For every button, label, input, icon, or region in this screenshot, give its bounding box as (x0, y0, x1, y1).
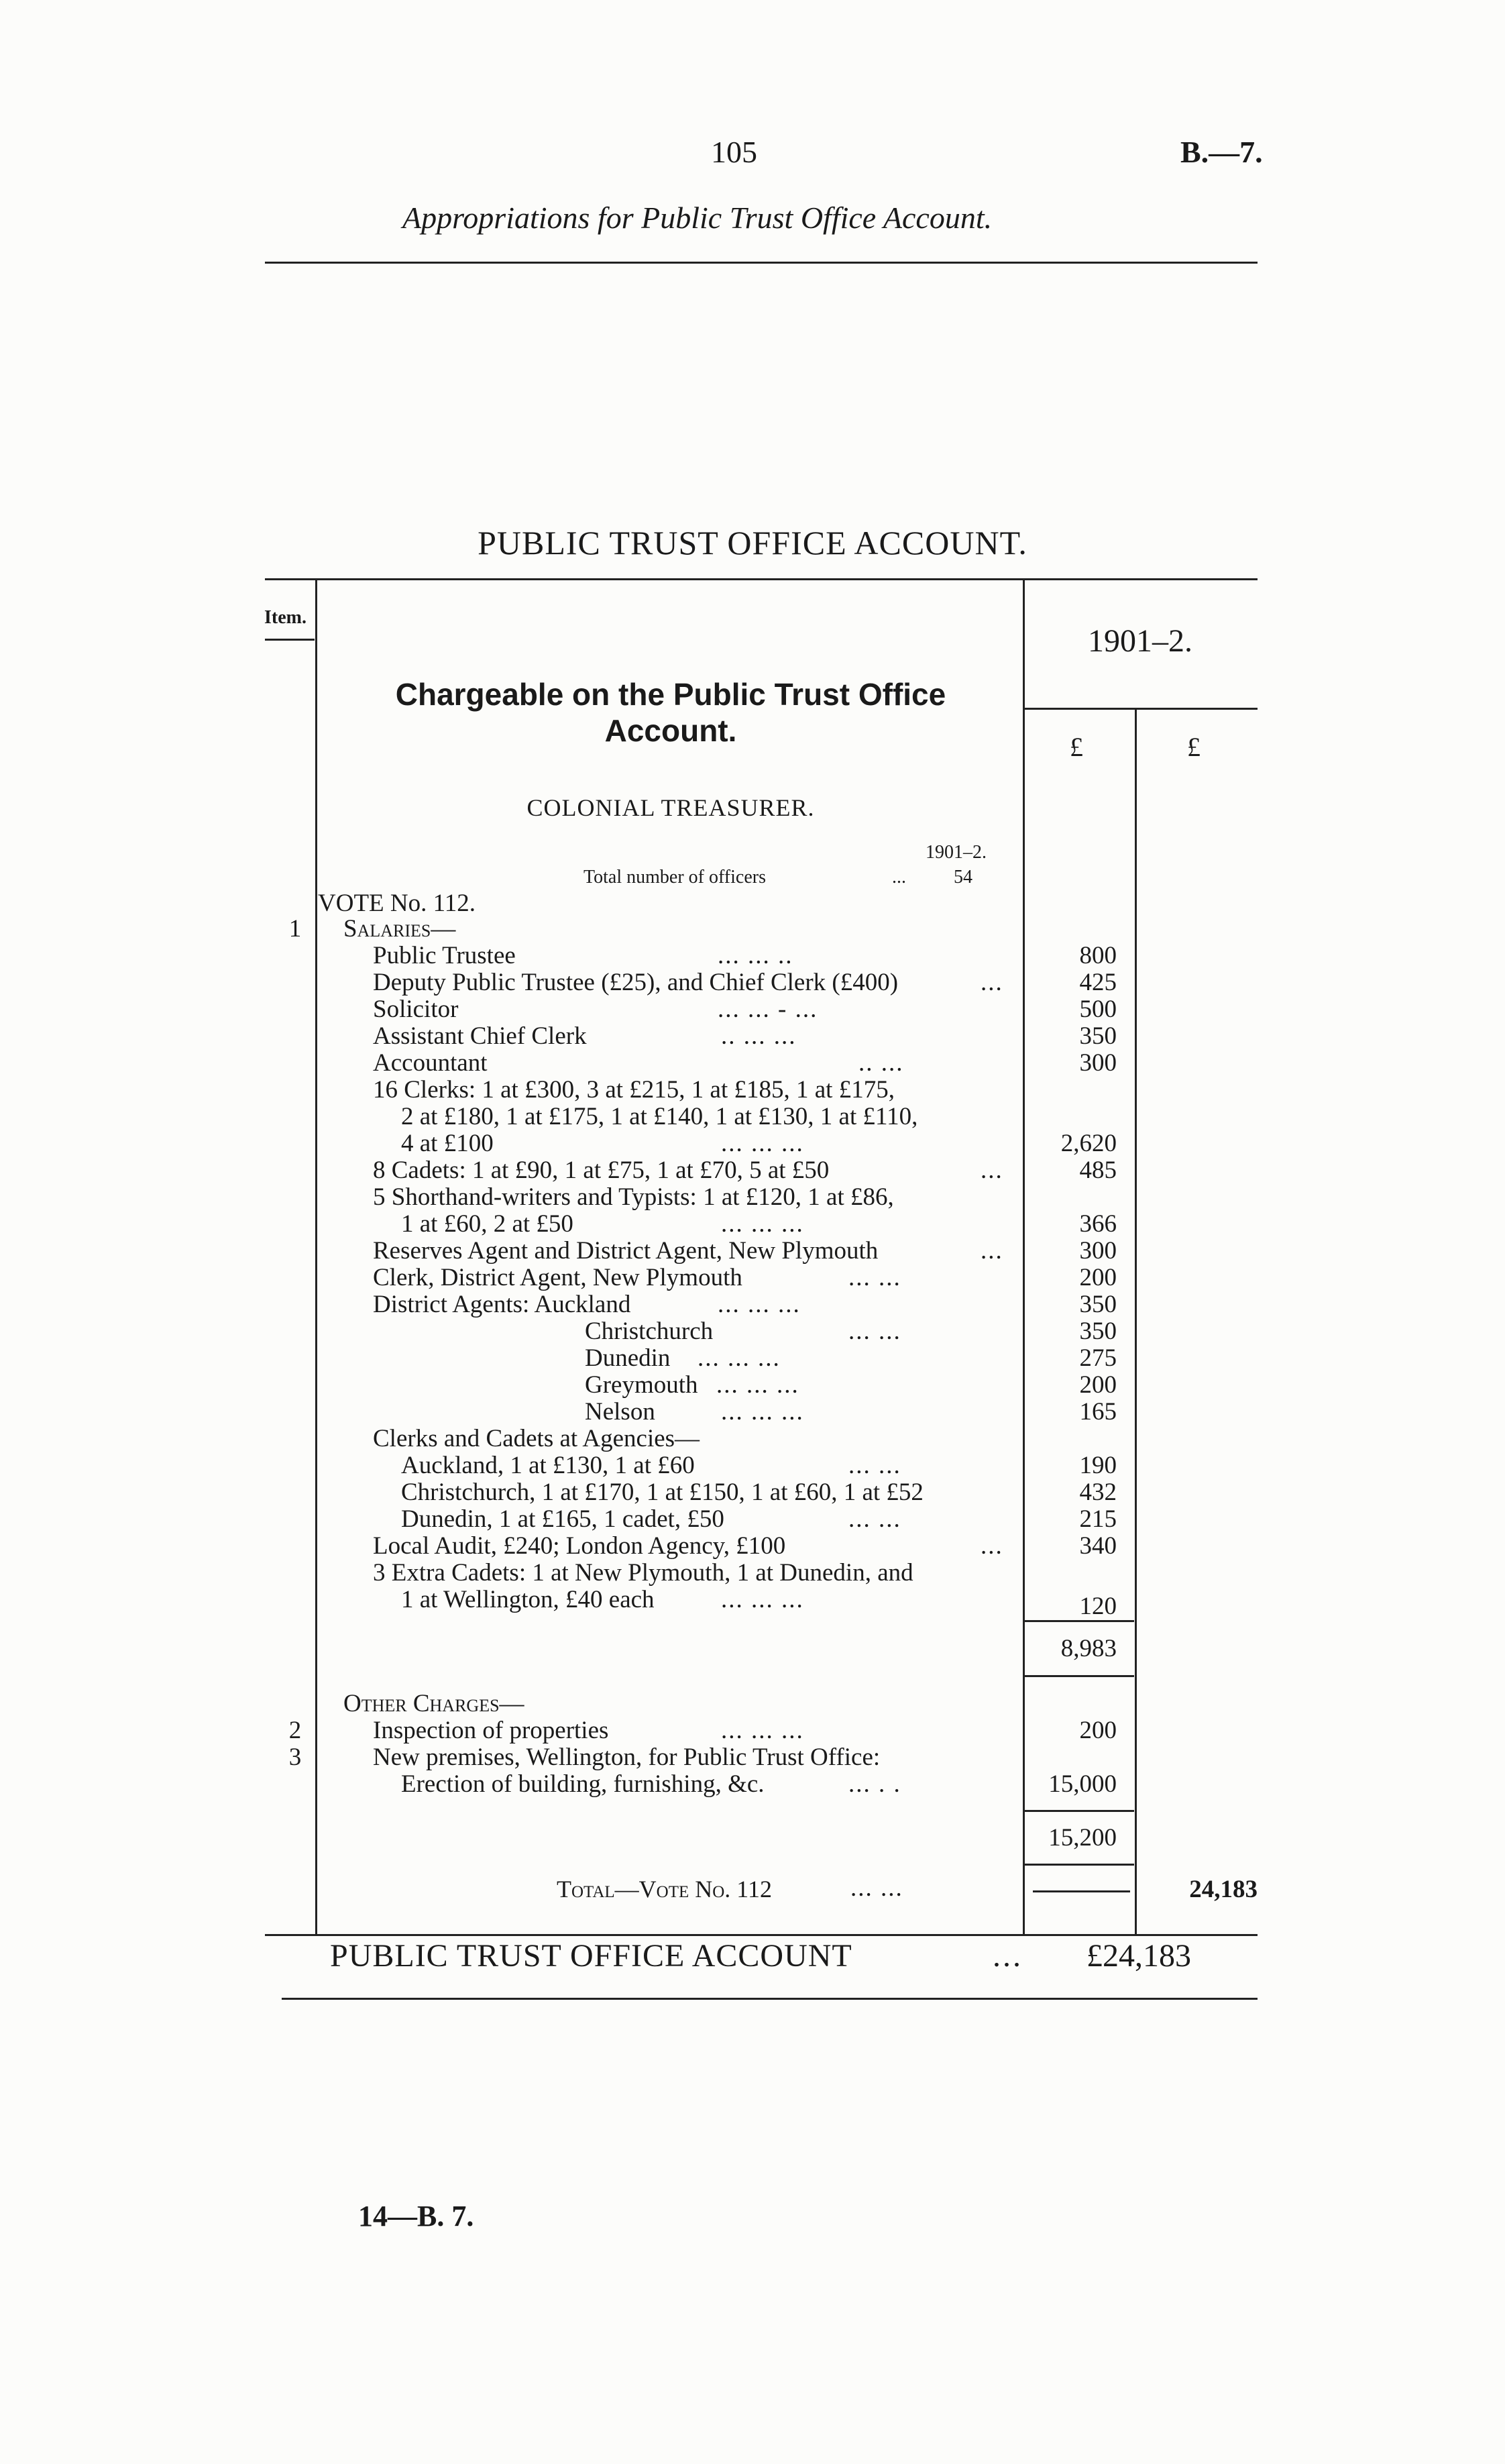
salary-row-label: Deputy Public Trustee (£25), and Chief Clerk (£400) (373, 969, 899, 996)
leader-dots: ... ... - ... (718, 996, 818, 1023)
salaries-subtotal-bottom-rule (1025, 1675, 1134, 1677)
salary-row-label: Assistant Chief Clerk (373, 1022, 587, 1050)
leader-dots: ... ... (848, 1318, 901, 1345)
department-heading: COLONIAL TREASURER. (526, 794, 815, 821)
amount-column-divider (1023, 580, 1025, 1934)
salary-row-label: 3 Extra Cadets: 1 at New Plymouth, 1 at Dunedin, and (373, 1559, 913, 1587)
item-column-header: Item. (264, 607, 306, 628)
leader-dots: ... ... ... (721, 1717, 804, 1744)
paper-reference: B.—7. (1180, 135, 1263, 169)
item-number: 3 (288, 1744, 302, 1771)
officers-count: 54 (954, 867, 972, 888)
salary-row-label: Solicitor (373, 996, 459, 1023)
summary-label: PUBLIC TRUST OFFICE ACCOUNT (330, 1938, 852, 1974)
chargeable-heading: Chargeable on the Public Trust Office Account. (395, 677, 946, 748)
year-header-rule (1025, 708, 1258, 710)
salary-row-amount: 350 (1079, 1291, 1117, 1318)
officers-label: Total number of officers (583, 867, 766, 888)
salary-row-amount: 300 (1079, 1237, 1117, 1265)
leader-dots: ... ... ... (721, 1130, 804, 1157)
item-column-divider (315, 580, 317, 1934)
salary-row-label: District Agents: Auckland (373, 1291, 631, 1318)
salary-row-amount: 800 (1079, 942, 1117, 969)
other-charge-amount: 200 (1079, 1717, 1117, 1744)
leader-dots: ... (981, 969, 1003, 996)
other-charge-label: Inspection of properties (373, 1717, 609, 1744)
leader-dots: ... . . (848, 1770, 901, 1798)
salary-row-amount: 200 (1079, 1264, 1117, 1291)
salary-row-label: Auckland, 1 at £130, 1 at £60 (401, 1452, 695, 1479)
salary-row-amount: 300 (1079, 1049, 1117, 1077)
salary-row-amount: 200 (1079, 1371, 1117, 1399)
leader-dots: ... ... ... (721, 1210, 804, 1238)
leader-dots: ... ... ... (716, 1371, 799, 1399)
vote-number: VOTE No. 112. (318, 890, 476, 917)
salary-row-label: Clerk, District Agent, New Plymouth (373, 1264, 742, 1291)
salary-row-amount: 500 (1079, 996, 1117, 1023)
salary-row-amount: 2,620 (1060, 1130, 1117, 1157)
salary-row-label: Nelson (585, 1398, 655, 1426)
leader-dots: ... (981, 1237, 1003, 1265)
other-charge-label: New premises, Wellington, for Public Trust Office: (373, 1744, 881, 1771)
salary-row-amount: 432 (1079, 1479, 1117, 1506)
item-header-rule (265, 639, 315, 641)
item-number: 1 (288, 915, 302, 943)
salary-row-amount: 165 (1079, 1398, 1117, 1426)
pound-symbol-items: £ (1070, 732, 1083, 762)
other-charge-amount: 15,000 (1048, 1770, 1117, 1798)
leader-dots: ... ... (848, 1264, 901, 1291)
salary-row-label: 16 Clerks: 1 at £300, 3 at £215, 1 at £185, 1 at £175, (373, 1076, 895, 1104)
total-label: Total—Vote No. 112 (557, 1876, 772, 1903)
summary-amount: £24,183 (1086, 1938, 1191, 1974)
leader-dots: ... ... ... (718, 1291, 801, 1318)
item-number: 2 (288, 1717, 302, 1744)
leader-dots: ... ... ... (721, 1398, 804, 1426)
officers-year: 1901–2. (926, 842, 987, 863)
leader-dots: ... (981, 1157, 1003, 1184)
table-bottom-rule (265, 1934, 1258, 1936)
leader-dots: ... ... (848, 1452, 901, 1479)
salary-row-amount: 275 (1079, 1344, 1117, 1372)
other-subtotal-top-rule (1025, 1810, 1134, 1812)
salary-row-label: 4 at £100 (401, 1130, 494, 1157)
salary-row-amount: 120 (1079, 1593, 1117, 1620)
leader-dots: .. ... ... (721, 1022, 797, 1050)
salary-row-amount: 425 (1079, 969, 1117, 996)
salary-row-label: Clerks and Cadets at Agencies— (373, 1425, 700, 1452)
salary-row-amount: 340 (1079, 1532, 1117, 1560)
summary-dots: ... (993, 1938, 1023, 1974)
total-amount: 24,183 (1189, 1876, 1258, 1903)
pound-symbol-totals: £ (1187, 732, 1201, 762)
other-charges-subtotal: 15,200 (1048, 1824, 1117, 1852)
table-top-rule (265, 578, 1258, 580)
salary-row-label: Reserves Agent and District Agent, New Plymouth (373, 1237, 879, 1265)
salary-row-label: 5 Shorthand-writers and Typists: 1 at £120, 1 at £86, (373, 1183, 894, 1211)
year-column-header: 1901–2. (1088, 623, 1192, 659)
salary-row-amount: 485 (1079, 1157, 1117, 1184)
officers-dots: ... (892, 867, 906, 888)
salary-row-label: Public Trustee (373, 942, 516, 969)
running-title: Appropriations for Public Trust Office Account. (402, 201, 993, 235)
salary-row-label: Christchurch (585, 1318, 714, 1345)
leader-dots: ... ... .. (718, 942, 793, 969)
salary-row-label: 1 at Wellington, £40 each (401, 1586, 655, 1613)
summary-bottom-rule (282, 1998, 1258, 2000)
pound-column-divider (1135, 710, 1137, 1934)
salary-row-label: 2 at £180, 1 at £175, 1 at £140, 1 at £130, 1 at £110, (401, 1103, 918, 1130)
salary-row-amount: 215 (1079, 1505, 1117, 1533)
leader-dots: ... ... (848, 1505, 901, 1533)
other-charges-heading: Other Charges— (343, 1690, 524, 1717)
salary-row-amount: 350 (1079, 1318, 1117, 1345)
salary-row-label: Dunedin, 1 at £165, 1 cadet, £50 (401, 1505, 724, 1533)
salary-row-label: Accountant (373, 1049, 488, 1077)
footer-reference: 14—B. 7. (358, 2200, 474, 2233)
leader-dots: .. ... (858, 1049, 904, 1077)
leader-dots: ... ... ... (721, 1586, 804, 1613)
salary-row-amount: 350 (1079, 1022, 1117, 1050)
leader-dots: ... ... ... (698, 1344, 781, 1372)
salary-row-amount: 190 (1079, 1452, 1117, 1479)
salary-row-label: Christchurch, 1 at £170, 1 at £150, 1 at £60, 1 at £52 (401, 1479, 924, 1506)
other-subtotal-bottom-rule (1025, 1864, 1134, 1866)
salary-row-label: Dunedin (585, 1344, 671, 1372)
header-rule (265, 262, 1258, 264)
salary-row-label: Local Audit, £240; London Agency, £100 (373, 1532, 786, 1560)
salary-row-label: Greymouth (585, 1371, 698, 1399)
salaries-heading: Salaries— (343, 915, 456, 943)
salaries-subtotal-top-rule (1025, 1620, 1134, 1622)
other-charge-label: Erection of building, furnishing, &c. (401, 1770, 765, 1798)
salary-row-label: 1 at £60, 2 at £50 (401, 1210, 573, 1238)
total-marker-rule (1033, 1890, 1130, 1892)
main-title: PUBLIC TRUST OFFICE ACCOUNT. (478, 524, 1027, 561)
salary-row-label: 8 Cadets: 1 at £90, 1 at £75, 1 at £70, 5 at £50 (373, 1157, 830, 1184)
total-leader-dots: ... ... (850, 1874, 903, 1902)
salaries-subtotal: 8,983 (1060, 1635, 1117, 1662)
page-number: 105 (711, 135, 757, 169)
leader-dots: ... (981, 1532, 1003, 1560)
salary-row-amount: 366 (1079, 1210, 1117, 1238)
